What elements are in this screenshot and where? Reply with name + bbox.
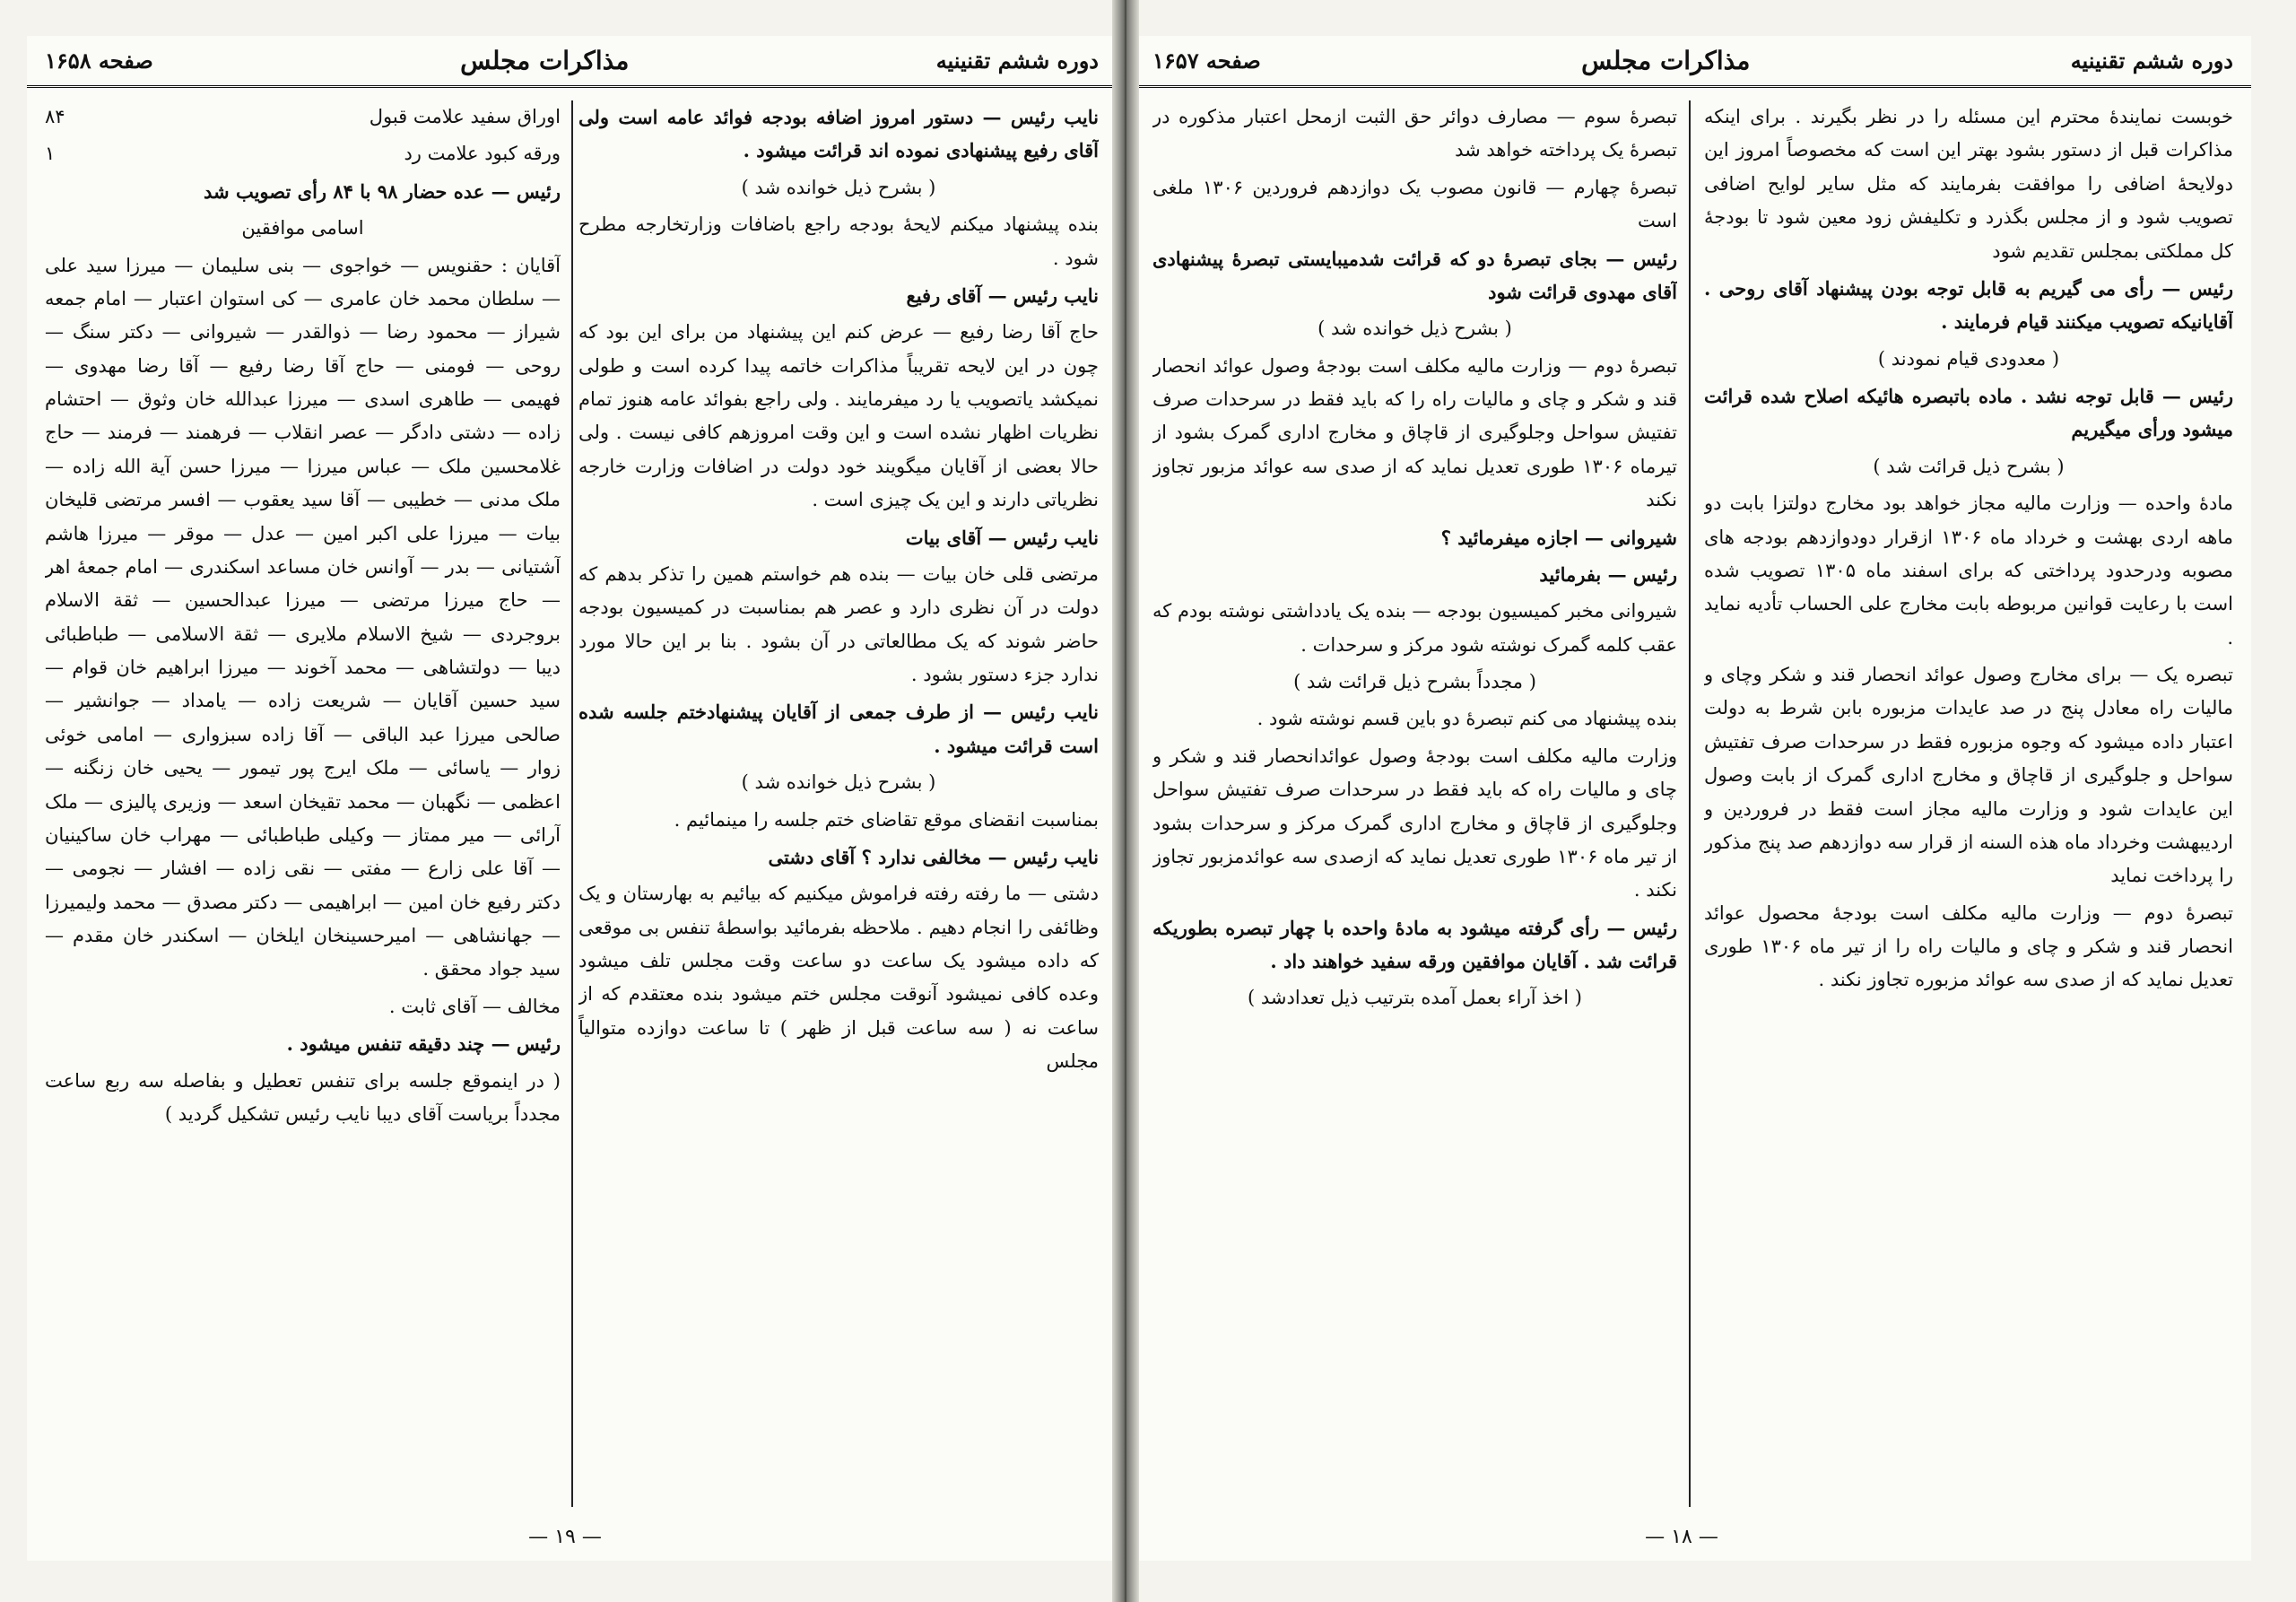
vote-label: اوراق سفید علامت قبول: [369, 106, 561, 127]
left-page-column-left: [45, 100, 561, 1507]
speaker-paragraph: نایب رئیس — آقای رفیع: [906, 283, 1099, 307]
body-paragraph: وزارت مالیه مکلف است بودجهٔ وصول عوائدانحصار قند و شکر و چای و مالیات راه که باید فقط در سرحدات صرف تفتیش سواحل وجلوگیری از قاچاق و مخارج اداری گمرک مرکز و سرحدات بشود از تیر ماه ۱۳۰۶ طوری تعدیل نماید که ازصدی سه عوائدمزبور تجاوز نکند .: [1152, 744, 1677, 901]
speaker-paragraph: رئیس — بجای تبصرهٔ دو که قرائت شدمیبایستی تبصرهٔ پیشنهادی آقای مهدوی قرائت شود: [1152, 247, 1677, 303]
left-page-title: مذاکرات مجلس: [460, 46, 630, 75]
speaker-paragraph: شیروانی — اجازه میفرمائید ؟: [1440, 526, 1677, 549]
speaker-paragraph: نایب رئیس — از طرف جمعی از آقایان پیشنهادختم جلسه شده است قرائت میشود .: [578, 701, 1099, 757]
left-page: [27, 36, 1117, 1561]
right-page-label: صفحه ۱۶۵۷: [1152, 48, 1261, 74]
procedural-note: ( بشرح ذیل خوانده شد ): [1318, 318, 1512, 340]
body-paragraph: مخالف — آقای ثابت .: [388, 995, 561, 1017]
body-paragraph: تبصرهٔ دوم — وزارت مالیه مکلف است بودجهٔ محصول عوائد انحصار قند و شکر و چای و مالیات راه را از تیر ماه ۱۳۰۶ طوری تعدیل نماید که از صدی سه عوائد مزبوره تجاوز نکند .: [1704, 901, 2233, 991]
speaker-paragraph: نایب رئیس — دستور امروز اضافه بودجه فوائد عامه است ولی آقای رفیع پیشنهادی نموده اند قرائت میشود .: [578, 106, 1099, 162]
body-paragraph: بنده پیشنهاد می کنم تبصرهٔ دو باین قسم نوشته شود .: [1257, 708, 1677, 730]
body-paragraph: مرتضی قلی خان بیات — بنده هم خواستم همین را تذکر بدهم که دولت در آن نظری دارد و عصر هم بمناسبت در کمیسیون بودجه حاضر شوند که یک مطالعاتی در آن بشود . بنا بر این حالا مورد ندارد جزء دستور بشود .: [578, 562, 1099, 685]
speaker-paragraph: رئیس — رأی گرفته میشود به مادهٔ واحده با چهار تبصره بطوریکه قرائت شد . آقایان موافقین ورقه سفید خواهند داد .: [1152, 916, 1677, 972]
procedural-note: ( بشرح ذیل خوانده شد ): [741, 771, 936, 794]
speaker-paragraph: رئیس — عده حضار ۹۸ با ۸۴ رأی تصویب شد: [204, 179, 561, 203]
left-page-number: — ۱۹ —: [528, 1526, 602, 1548]
vote-tally-line: [45, 137, 561, 170]
speaker-paragraph: رئیس — رأی می گیریم به قابل توجه بودن پیشنهاد آقای روحی . آقایانیکه تصویب میکنند قیام فرمایند .: [1704, 276, 2233, 334]
procedural-note: ( معدودی قیام نمودند ): [1877, 347, 2060, 370]
left-page-column-right: [578, 100, 1099, 1507]
procedural-note: اسامی موافقین: [241, 217, 364, 239]
body-paragraph: خوبست نمایندهٔ محترم این مسئله را در نظر بگیرند . برای اینکه مذاکرات قبل از دستور بشود بهتر این است که مخصوصاً امروز این دولایحهٔ اضافی را موافقت بفرمایند که مثل سایر لوایح اضافی تصویب شود و از مجلس بگذرد و تکلیفش زود معین شود تا بودجهٔ کل مملکتی بمجلس تقدیم شود: [1704, 106, 2233, 262]
vote-label: ورقه کبود علامت رد: [404, 143, 561, 165]
left-page-header: [27, 36, 1117, 88]
body-paragraph: دشتی — ما رفته رفته فراموش میکنیم که بیائیم به بهارستان و یک وظائفی را انجام دهیم . ملاحظه بفرمائید بواسطهٔ تنفس بی موقعی که داده میشود یک ساعت دو ساعت وقت مجلس تلف میشود وعده کافی نمیشود آنوقت مجلس ختم میشود بنده معتقدم که از ساعت نه ( سه ساعت قبل از ظهر ) تا ساعت دوازده متوالیاً مجلس: [578, 883, 1099, 1073]
right-page-column-left: [1152, 100, 1677, 1507]
right-page: [1135, 36, 2251, 1561]
column-divider: [571, 100, 573, 1507]
book-gutter: [1112, 0, 1139, 1602]
right-page-header: [1135, 36, 2251, 88]
procedural-note: ( بشرح ذیل قرائت شد ): [1873, 455, 2065, 477]
procedural-note: ( مجدداً بشرح ذیل قرائت شد ): [1293, 671, 1536, 692]
body-paragraph: ( در اینموقع جلسه برای تنفس تعطیل و بفاصله سه ربع ساعت مجدداً بریاست آقای دیبا نایب رئیس تشکیل گردید ): [45, 1069, 561, 1125]
speaker-paragraph: نایب رئیس — آقای بیات: [905, 526, 1099, 549]
body-paragraph: تبصرهٔ دوم — وزارت مالیه مکلف است بودجهٔ وصول عوائد انحصار قند و شکر و چای و مالیات راه را که باید فقط در سرحدات صرف تفتیش سواحل وجلوگیری از قاچاق و مخارج اداری گمرک بشود از تیرماه ۱۳۰۶ طوری تعدیل نماید که از صدی سه عوائد مزبور تجاوز نکند: [1152, 354, 1677, 511]
column-divider: [1689, 100, 1691, 1507]
body-paragraph: تبصرهٔ چهارم — قانون مصوب یک دوازدهم فروردین ۱۳۰۶ ملغی است: [1152, 176, 1677, 232]
speaker-paragraph: نایب رئیس — مخالفی ندارد ؟ آقای دشتی: [768, 845, 1099, 868]
speaker-paragraph: رئیس — چند دقیقه تنفس میشود .: [286, 1032, 561, 1056]
speaker-paragraph: رئیس — قابل توجه نشد . ماده باتبصره هائیکه اصلاح شده قرائت میشود ورأی میگیریم: [1704, 385, 2233, 441]
left-page-label: صفحه ۱۶۵۸: [45, 48, 153, 74]
right-page-column-right: [1704, 100, 2233, 1507]
procedural-note: ( اخذ آراء بعمل آمده بترتیب ذیل تعدادشد ): [1248, 987, 1582, 1009]
left-page-session: دوره ششم تقنینیه: [935, 48, 1099, 74]
right-page-session: دوره ششم تقنینیه: [2070, 48, 2233, 74]
right-page-number: — ۱۸ —: [1645, 1526, 1718, 1548]
procedural-note: ( بشرح ذیل خوانده شد ): [741, 176, 936, 198]
body-paragraph: تبصره یک — برای مخارج وصول عوائد انحصار قند و شکر وچای و مالیات راه معادل پنج در صد عایدات مزبوره بابن شرط به دولت اعتبار داده میشود که وجوه مزبوره فقط در سرحدات صرف تفتیش سواحل و جلوگیری از قاچاق و مخارج اداری گمرک از بابت وصول این عایدات شود و وزارت مالیه مجاز است فقط در فروردین و اردیبهشت وخرداد ماه هذه السنه از قرار سه دوازدهم صد پنج مذکور را پرداخت نماید: [1704, 664, 2233, 887]
vote-count: ۱: [45, 143, 56, 165]
body-paragraph: مادهٔ واحده — وزارت مالیه مجاز خواهد بود مخارج دولتزا بابت دو ماهه اردی بهشت و خرداد ماه ۱۳۰۶ ازقرار دودوازدهم بودجه های مصوبه ودرحدود پرداختی که برای اسفند ماه ۱۳۰۵ تصویب شده است با رعایت قوانین مربوطه بابت مخارج علی الحساب تأدیه نماید .: [1704, 492, 2233, 649]
body-paragraph: تبصرهٔ سوم — مصارف دوائر حق الثبت ازمحل اعتبار مذکوره در تبصرهٔ یک پرداخته خواهد شد: [1152, 106, 1677, 161]
right-page-title: مذاکرات مجلس: [1581, 46, 1751, 75]
vote-tally-line: [45, 100, 561, 134]
body-paragraph: حاج آقا رضا رفیع — عرض کنم این پیشنهاد من برای این بود که چون در این لایحه تقریباً مذاکرات خاتمه پیدا کرده است و طولی نمیکشد یاتصویب یا رد میفرمایند . ولی راجع بفوائد عامه هنوز تمام نظریات اظهار نشده است و این وقت امروزهم کافی نیست . ولی حالا بعضی از آقایان میگویند خود دولت در اضافات وزارت خارجه نظریاتی دارند و این یک چیزی است .: [578, 321, 1099, 511]
body-paragraph: آقایان : حقنویس — خواجوی — بنی سلیمان — میرزا سید علی — سلطان محمد خان عامری — کی استوان اعتبار — امام جمعه شیراز — محمود رضا — ذوالقدر — شیروانی — دکتر سنگ — روحی — فومنی — حاج آقا رضا رفیع — آقا رضا مهدوی — فهیمی — طاهری اسدی — میرزا عبدالله خان وثوق — احتشام زاده — دشتی دادگر — عصر انقلاب — فرهمند — فرمند — حاج غلامحسین ملک — عباس میرزا — میرزا حسن آیة الله زاده — ملک مدنی — خطیبی — آقا سید یعقوب — افسر مرتضی قلیخان بیات — میرزا علی اکبر امین — عدل — موقر — میرزا هاشم آشتیانی — بدر — آوانس خان مساعد اسکندری — امام جمعهٔ اهر — حاج میرزا مرتضی — میرزا عبدالحسین — ثقة الاسلام بروجردی — شیخ الاسلام ملایری — ثقة الاسلامی — طباطبائی دیبا — دولتشاهی — محمد آخوند — میرزا ابراهیم خان قوام — سید حسین آقایان — شریعت زاده — یامداد — جوانشیر — صالحی میرزا عبد الباقی — آقا زاده سبزواری — امامی خوئی زوار — یاسائی — ملک ایرج پور تیمور — یحیی خان زنگنه — اعظمی — نگهبان — محمد تقیخان اسعد — وزیری پالیزی — ملک آرائی — میر ممتاز — وکیلی طباطبائی — مهراب خان ساکینیان — آقا علی زارع — مفتی — نقی زاده — افشار — نجومی — دکتر رفیع خان امین — ابراهیمی — دکتر مصدق — محمد ولیمیرزا — جهانشاهی — امیرحسینخان ایلخان — اسکندر خان مقدم — سید جواد محقق .: [45, 254, 561, 980]
body-paragraph: شیروانی مخبر کمیسیون بودجه — بنده یک یادداشتی نوشته بودم که عقب کلمه گمرک نوشته شود مرکز و سرحدات .: [1152, 600, 1677, 656]
speaker-paragraph: رئیس — بفرمائید: [1539, 562, 1677, 586]
vote-count: ۸۴: [45, 106, 65, 127]
body-paragraph: بمناسبت انقضای موقع تقاضای ختم جلسه را مینمائیم .: [674, 808, 1099, 831]
body-paragraph: بنده پیشنهاد میکنم لایحهٔ بودجه راجع باضافات وزارتخارجه مطرح شود .: [578, 213, 1099, 269]
